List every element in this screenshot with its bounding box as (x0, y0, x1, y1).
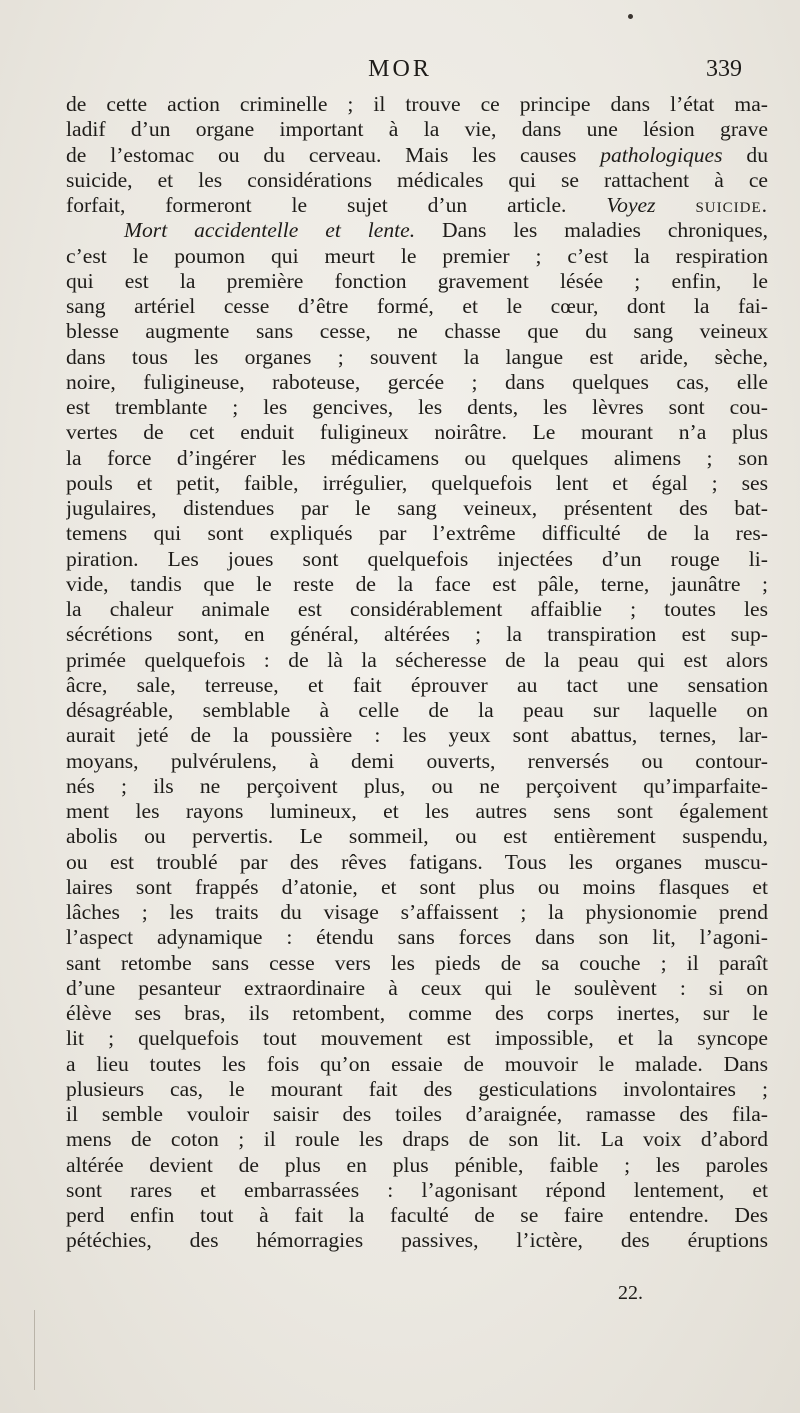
text-line: vertes de cet enduit fuligineux noirâtre. Le mourant n’a plus (66, 420, 768, 445)
text-line (66, 143, 768, 168)
text-line: pouls et petit, faible, irrégulier, quelquefois lent et égal ; ses (66, 470, 768, 495)
text-line: il semble vouloir saisir des toiles d’araignée, ramasse des fila- (66, 1102, 768, 1126)
text-line: abolis ou pervertis. Le sommeil, ou est entièrement suspendu, (66, 824, 768, 849)
text-line: lit ; quelquefois tout mouvement est impossible, et la syncope (66, 1026, 768, 1051)
text-fragment: forfait, formeront le sujet d’un article. (66, 193, 567, 217)
text-line: pétéchies, des hémorragies passives, l’ictère, des éruptions (66, 1228, 768, 1253)
text-line: primée quelquefois : de là la sécheresse de la peau qui est alors (66, 647, 768, 672)
running-head (0, 56, 800, 88)
text-line: ment les rayons lumineux, et les autres sens sont également (66, 799, 768, 823)
text-line: laires sont frappés d’atonie, et sont plus ou moins flasques et (66, 874, 768, 899)
text-line: désagréable, semblable à celle de la peau sur laquelle on (66, 698, 768, 722)
running-head-title: MOR (368, 56, 432, 82)
section-title: Mort accidentelle et lente. (124, 218, 416, 243)
cross-reference-voyez: Voyez (606, 193, 656, 217)
body-text (66, 92, 768, 1254)
text-line: sang artériel cesse d’être formé, et le cœur, dont la fai- (66, 294, 768, 318)
text-line: ladif d’un organe important à la vie, dans une lésion grave (66, 117, 768, 142)
text-line: d’une pesanteur extraordinaire à ceux qui le soulèvent : si on (66, 975, 768, 1000)
text-line: qui est la première fonction gravement lésée ; enfin, le (66, 268, 768, 293)
text-line: la force d’ingérer les médicamens ou quelques alimens ; son (66, 445, 768, 470)
text-line: suicide, et les considérations médicales qui se rattachent à ce (66, 167, 768, 192)
text-line: moyans, pulvérulens, à demi ouverts, renversés ou contour- (66, 748, 768, 773)
text-line: aurait jeté de la poussière : les yeux sont abattus, ternes, lar- (66, 723, 768, 748)
text-fragment: du (746, 142, 768, 167)
text-line: altérée devient de plus en plus pénible, faible ; les paroles (66, 1152, 768, 1177)
text-line: sont rares et embarrassées : l’agonisant répond lentement, et (66, 1177, 768, 1202)
cross-reference-term: suicide. (695, 193, 768, 217)
text-line: piration. Les joues sont quelquefois injectées d’un rouge li- (66, 546, 768, 571)
text-line: a lieu toutes les fois qu’on essaie de mouvoir le malade. Dans (66, 1051, 768, 1076)
text-line: plusieurs cas, le mourant fait des gesticulations involontaires ; (66, 1076, 768, 1101)
text-line (66, 193, 768, 218)
emphasis-pathologiques: pathologiques (600, 142, 723, 167)
text-line: dans tous les organes ; souvent la langue est aride, sèche, (66, 344, 768, 369)
paper-edge-mark (34, 1310, 35, 1390)
text-line: âcre, sale, terreuse, et fait éprouver au tact une sensation (66, 672, 768, 697)
text-line: est tremblante ; les gencives, les dents, les lèvres sont cou- (66, 395, 768, 419)
text-line: vide, tandis que le reste de la face est pâle, terne, jaunâtre ; (66, 571, 768, 596)
text-line: noire, fuligineuse, raboteuse, gercée ; dans quelques cas, elle (66, 369, 768, 394)
ink-speck (628, 14, 633, 19)
signature-mark: 22. (618, 1282, 643, 1304)
text-line: c’est le poumon qui meurt le premier ; c’est la respiration (66, 243, 768, 268)
page-number: 339 (706, 56, 742, 82)
text-line: mens de coton ; il roule les draps de son lit. La voix d’abord (66, 1127, 768, 1152)
text-line: élève ses bras, ils retombent, comme des corps inertes, sur le (66, 1001, 768, 1025)
text-line: temens qui sont expliqués par l’extrême difficulté de la res- (66, 521, 768, 546)
text-line: l’aspect adynamique : étendu sans forces dans son lit, l’agoni- (66, 925, 768, 950)
text-fragment: Dans les maladies chroniques, (442, 218, 768, 243)
section-start-line (66, 218, 768, 243)
text-line: sant retombe sans cesse vers les pieds de sa couche ; il paraît (66, 950, 768, 975)
text-line: la chaleur animale est considérablement affaiblie ; toutes les (66, 597, 768, 621)
text-line: nés ; ils ne perçoivent plus, ou ne perçoivent qu’imparfaite- (66, 773, 768, 798)
text-line: jugulaires, distendues par le sang veineux, présentent des bat- (66, 496, 768, 520)
text-line: lâches ; les traits du visage s’affaissent ; la physionomie prend (66, 900, 768, 924)
text-line: sécrétions sont, en général, altérées ; la transpiration est sup- (66, 622, 768, 647)
text-fragment: de l’estomac ou du cerveau. Mais les causes (66, 142, 577, 167)
text-line: perd enfin tout à fait la faculté de se faire entendre. Des (66, 1203, 768, 1227)
text-line: ou est troublé par des rêves fatigans. Tous les organes muscu- (66, 849, 768, 874)
text-line: de cette action criminelle ; il trouve ce principe dans l’état ma- (66, 92, 768, 116)
text-line: blesse augmente sans cesse, ne chasse que du sang veineux (66, 319, 768, 344)
